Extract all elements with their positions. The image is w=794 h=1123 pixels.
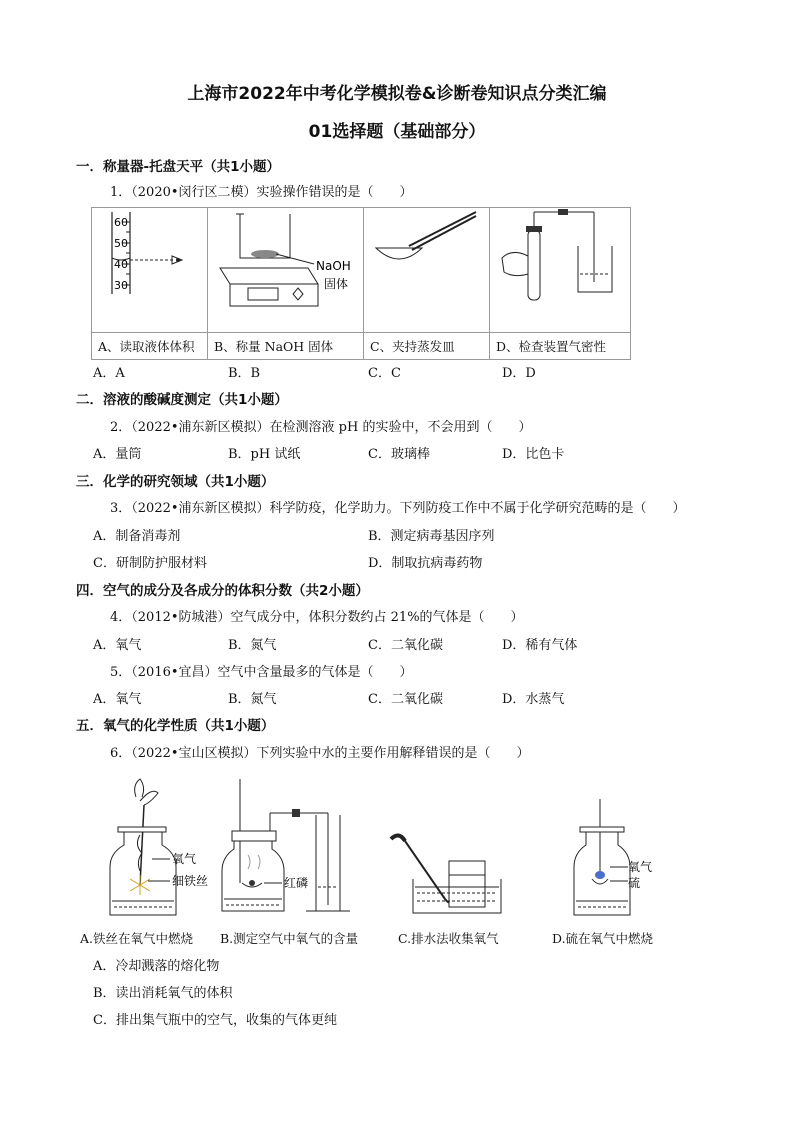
naoh-label: NaOH xyxy=(316,259,351,273)
section-heading-5: 五．氧气的化学性质（共1小题） xyxy=(76,718,275,734)
option-2a: A．量筒 xyxy=(93,447,142,462)
figure-sulfur-burning xyxy=(570,775,680,925)
figure-weigh-naoh xyxy=(208,208,364,333)
figure6-caption-a: A.铁丝在氧气中燃烧 xyxy=(80,931,194,946)
figure-hold-evaporating-dish xyxy=(364,208,490,333)
option-1b: B．B xyxy=(228,366,261,381)
question-5: 5．（2016•宜昌）空气中含量最多的气体是（ ） xyxy=(110,665,413,680)
option-2d: D．比色卡 xyxy=(502,447,565,462)
option-1d: D．D xyxy=(502,366,536,381)
scale-50: 50 xyxy=(114,237,128,250)
label-iron-wire: 细铁丝 xyxy=(172,874,209,888)
question-6: 6．（2022•宝山区模拟）下列实验中水的主要作用解释错误的是（ ） xyxy=(110,746,530,761)
option-5d: D．水蒸气 xyxy=(502,692,565,707)
option-5b: B．氮气 xyxy=(228,692,277,707)
figure-read-liquid-volume xyxy=(92,208,208,333)
page-title: 上海市2022年中考化学模拟卷&诊断卷知识点分类汇编 xyxy=(187,84,607,104)
option-2b: B．pH 试纸 xyxy=(228,447,301,462)
section-heading-4: 四．空气的成分及各成分的体积分数（共2小题） xyxy=(76,583,369,599)
section-heading-3: 三．化学的研究领域（共1小题） xyxy=(76,474,275,490)
option-3b: B．测定病毒基因序列 xyxy=(368,529,495,544)
label-sulfur: 硫 xyxy=(628,876,641,890)
option-1c: C．C xyxy=(368,366,401,381)
option-5a: A．氧气 xyxy=(93,692,142,707)
label-oxygen-2: 氧气 xyxy=(628,860,653,874)
option-4b: B．氮气 xyxy=(228,638,277,653)
option-4d: D．稀有气体 xyxy=(502,638,578,653)
option-3c: C．研制防护服材料 xyxy=(93,556,207,571)
page-subtitle: 01选择题（基础部分） xyxy=(308,122,486,142)
option-6c: C．排出集气瓶中的空气，收集的气体更纯 xyxy=(93,1013,337,1028)
figure-caption-d: D、检查装置气密性 xyxy=(490,333,631,360)
figure6-caption-d: D.硫在氧气中燃烧 xyxy=(552,931,654,946)
scale-60: 60 xyxy=(114,216,128,229)
scale-40: 40 xyxy=(114,258,128,271)
option-6a: A．冷却溅落的熔化物 xyxy=(93,959,220,974)
option-6b: B．读出消耗氧气的体积 xyxy=(93,986,233,1001)
label-red-phosphorus: 红磷 xyxy=(284,876,309,890)
option-5c: C．二氧化碳 xyxy=(368,692,443,707)
scale-30: 30 xyxy=(114,279,128,292)
question-3: 3．（2022•浦东新区模拟）科学防疫，化学助力。下列防疫工作中不属于化学研究范畴的是（ ） xyxy=(110,501,686,516)
question-1: 1．（2020•闵行区二模）实验操作错误的是（ ） xyxy=(110,185,413,200)
label-oxygen: 氧气 xyxy=(172,852,197,866)
option-4c: C．二氧化碳 xyxy=(368,638,443,653)
figure6-caption-c: C.排水法收集氧气 xyxy=(398,931,499,946)
section-heading-1: 一．称量器-托盘天平（共1小题） xyxy=(76,159,280,175)
question-1-figure-table xyxy=(91,207,631,360)
option-3a: A．制备消毒剂 xyxy=(93,529,181,544)
option-2c: C．玻璃棒 xyxy=(368,447,430,462)
section-heading-2: 二．溶液的酸碱度测定（共1小题） xyxy=(76,392,288,408)
solid-label: 固体 xyxy=(324,277,349,291)
option-4a: A．氧气 xyxy=(93,638,142,653)
option-1a: A．A xyxy=(93,366,125,381)
figure-iron-wire-burning xyxy=(100,775,210,925)
figure-caption-b: B、称量 NaOH 固体 xyxy=(208,333,364,360)
figure-check-airtightness xyxy=(490,208,631,333)
figure-oxygen-content-measurement xyxy=(218,775,378,925)
figure-caption-c: C、夹持蒸发皿 xyxy=(364,333,490,360)
figure-caption-a: A、读取液体体积 xyxy=(92,333,208,360)
option-3d: D．制取抗病毒药物 xyxy=(368,556,483,571)
question-2: 2．（2022•浦东新区模拟）在检测溶液 pH 的实验中，不会用到（ ） xyxy=(110,420,532,435)
figure-water-displacement-collection xyxy=(385,775,515,925)
question-4: 4．（2012•防城港）空气成分中，体积分数约占 21%的气体是（ ） xyxy=(110,610,524,625)
figure6-caption-b: B.测定空气中氧气的含量 xyxy=(220,931,359,946)
